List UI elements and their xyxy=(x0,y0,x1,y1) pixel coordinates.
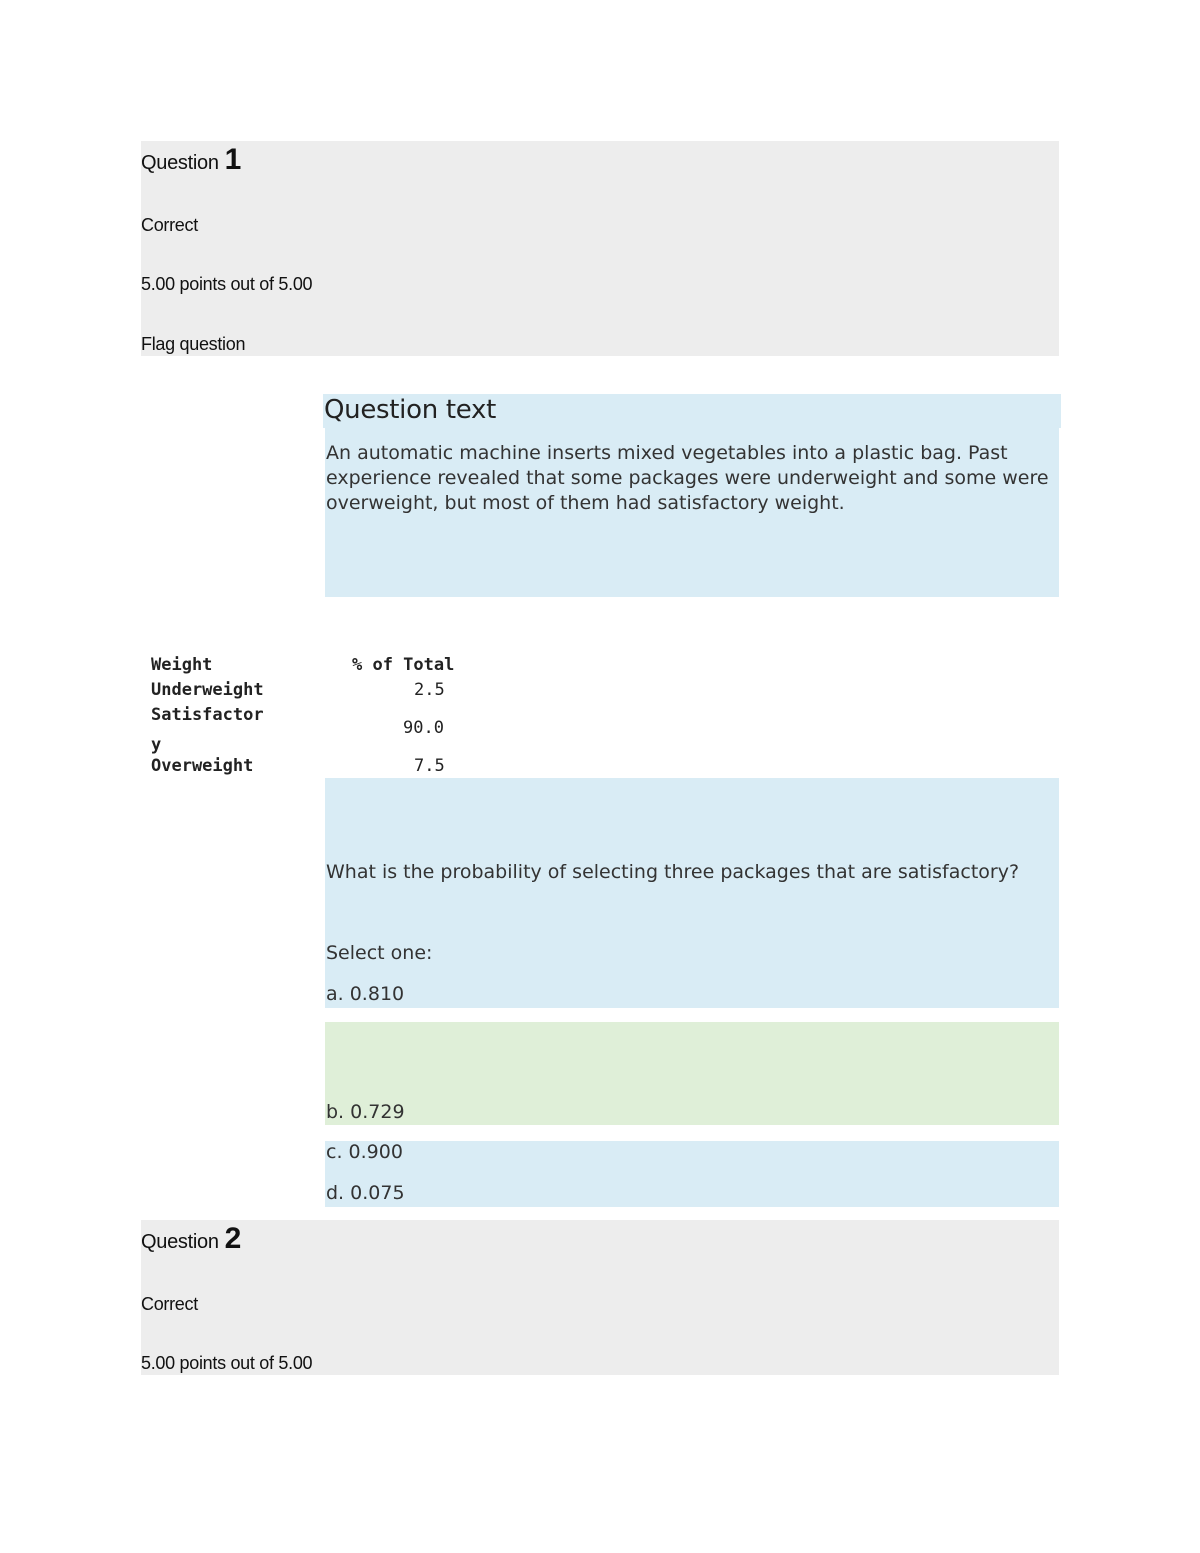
answer-area xyxy=(325,778,1059,1008)
select-one-label: Select one: xyxy=(326,942,433,964)
question-text-heading: Question text xyxy=(324,395,496,425)
question-state: Correct xyxy=(141,1294,198,1314)
answer-option-b[interactable]: b. 0.729 xyxy=(326,1101,405,1123)
question-label: Question xyxy=(141,1231,219,1253)
question-number: 1 xyxy=(224,143,242,176)
question-2-info xyxy=(141,1220,1059,1375)
table-row-value: 90.0 xyxy=(403,718,444,738)
answer-option-d[interactable]: d. 0.075 xyxy=(326,1182,405,1204)
answer-options-cd-box xyxy=(325,1141,1059,1207)
table-row-label: Underweight xyxy=(151,680,264,700)
table-row-label: Satisfactor xyxy=(151,705,264,725)
question-label: Question xyxy=(141,152,219,174)
question-1-info xyxy=(141,141,1059,356)
table-header-weight: Weight xyxy=(151,655,213,675)
table-row-value: 2.5 xyxy=(414,680,445,700)
question-state: Correct xyxy=(141,215,198,235)
question-grade: 5.00 points out of 5.00 xyxy=(141,274,313,294)
question-prompt: What is the probability of selecting three packages that are satisfactory? xyxy=(326,861,1020,883)
question-1-heading xyxy=(141,143,241,177)
question-grade: 5.00 points out of 5.00 xyxy=(141,1353,313,1373)
flag-question-link[interactable]: Flag question xyxy=(141,334,246,354)
table-row-label-wrap: y xyxy=(151,735,162,755)
question-2-heading xyxy=(141,1222,241,1256)
question-number: 2 xyxy=(224,1222,242,1255)
table-header-percent: % of Total xyxy=(352,655,455,675)
table-row-value: 7.5 xyxy=(414,756,445,776)
table-row-label: Overweight xyxy=(151,756,254,776)
question-intro: An automatic machine inserts mixed vegetables into a plastic bag. Past experience revealed that some packages were underweight and some were overweight, but most of them had satisfactory weight. xyxy=(326,442,1049,514)
answer-option-a[interactable]: a. 0.810 xyxy=(326,983,405,1005)
answer-option-c[interactable]: c. 0.900 xyxy=(326,1141,403,1163)
answer-option-b-box xyxy=(325,1022,1059,1125)
